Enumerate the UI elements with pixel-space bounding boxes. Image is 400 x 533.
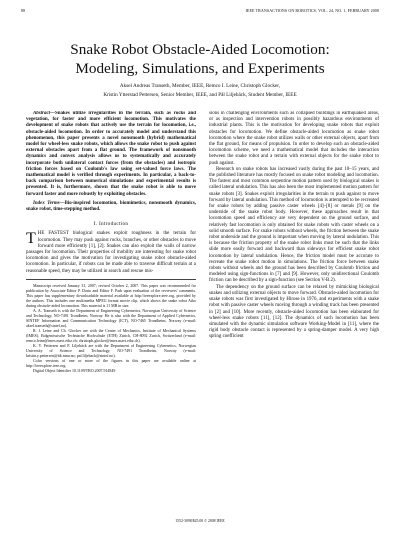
right-column bbox=[209, 111, 379, 513]
footnote-doi: Digital Object Identifier 10.1109/TRO.2007.914849 bbox=[33, 367, 116, 373]
intro-paragraph bbox=[26, 231, 196, 274]
body-paragraph: Research on snake robots has increased vastly during the past 10–15 years, and the published literature has mostly focused on snake robot modeling and locomotion. The fastest and most common serpentine motion pattern used by biological snakes is called lateral undulation. This has also been the most implemented motion pattern for snake robots [3]. Snakes exploit irregularities in the terrain to push against to move forward by lateral undulation. This method of locomotion is attempted to be recreated for snake robots by adding passive caster wheels [4]–[8] or metals [9] on the underside of the snake robot body. However, these approaches result in that locomotion speed and efficiency are very dependent on the ground surface, and relatively fast locomotion is only obtained for snake robots with caster wheels on a solid smooth surface. For snake robots without wheels, the friction between the snake robot underside and the ground is important when moving by lateral undulation. This is because the friction property of the snake robot links must be such that the links slide more easily forward and backward than sideways for efficient snake robot locomotion by lateral undulation. Hence, the friction model must be accurate to recreate the snake robot motion in simulations. The friction force between snake robots without wheels and the ground has been described by Coulomb friction and modeled using sign-functions in [7] and [9]. However, only unidirectional Coulomb friction can be described by a sign-function (see Section V-B.2). bbox=[209, 166, 379, 284]
author-list bbox=[30, 82, 370, 100]
index-terms bbox=[26, 201, 196, 213]
abstract bbox=[26, 111, 196, 198]
section-heading-introduction: I. Introduction bbox=[93, 221, 129, 228]
drop-cap: T bbox=[26, 230, 36, 248]
index-terms-label: Index Terms bbox=[33, 200, 60, 206]
title-line-2: Modeling, Simulations, and Experiments bbox=[75, 60, 325, 77]
footnote-manuscript: Manuscript received January 31, 2007; revised October 2, 2007. This paper was recommended for publication by Associate Editor P. Dario and Editor F. Park upon evaluation of the reviewers' comments. This paper has supplementary downloadable material available at http://ieeexplore.ieee.org, provided by the authors. This includes one multimedia MPEG format movie clip, which shows the snake robot Aiko during obstacle-aided locomotion. This material is 11 MB in size. bbox=[26, 282, 196, 308]
footnote-author-pettersen-liljeback: K. Y. Pettersen and P. Liljebäck are with the Department of Engineering Cybernetics, Norwegian University of Science and Technology, NO-7491 Trondheim, Norway (e-mail: kristin.y.pettersen@itk.ntnu.no; pal.liljeback@sintef.no). bbox=[26, 342, 196, 358]
footnote-author-leine-glocker: R. I. Leine and Ch. Glocker are with the Center of Mechanics, Institute of Mechanical Systems (IMES), Eidgenössische Technische Hochschule (ETH) Zürich, CH-8092 Zurich, Switzerland (e-mail: remco.leine@imes.mavt.ethz.ch; christoph.glocker@imes.mavt.ethz.ch). bbox=[26, 327, 196, 343]
title-line-1: Snake Robot Obstacle-Aided Locomotion: bbox=[70, 41, 330, 58]
body-paragraph: sions in challenging environments such as collapsed buildings in earthquaked areas, or as inspection and intervention robots in possibly hazardous environments of industrial plants. This is the motivation for developing snake robots that exploit obstacles for locomotion. We define obstacle-aided locomotion as snake robot locomotion where the snake robot utilizes walls or other external objects, apart from the flat ground, for means of propulsion. In order to develop such an obstacle-aided locomotion scheme, we need a mathematical model that includes the interaction between the snake robot and a terrain with external objects for the snake robot to push against. bbox=[209, 111, 379, 166]
page-number: 88 bbox=[21, 8, 25, 13]
body-paragraph: The dependency on the ground surface can be relaxed by mimicking biological snakes and utilizing external objects to move forward. Obstacle-aided locomotion for snake robots was first investigated by Hirose in 1976, and experiments with a snake robot with passive caster wheels moving through a winding track has been presented in [2] and [10]. More recently, obstacle-aided locomotion has been elaborated for wheel-less snake robots [11], [12]. The dynamics of such locomotion has been simulated with the dynamic simulation software Working-Model in [11], where the rigid body obstacle contact is represented by a spring-damper model. A very high spring coefficient bbox=[209, 284, 379, 340]
abstract-text: —Snakes utilize irregularities in the terrain, such as rocks and vegetation, for faster and more efficient locomotion. This motivates the development of snake robots that actively use the terrain for locomotion, i.e., obstacle-aided locomotion. In order to accurately model and understand this phenomenon, this paper presents a novel nonsmooth (hybrid) mathematical model for wheel-less snake robots, which allows the snake robot to push against external obstacles apart from a flat ground. The framework of nonsmooth dynamics and convex analysis allows us to systematically and accurately incorporate both unilateral contact forces (from the obstacles) and isotropic friction forces based on Coulomb's law using set-valued force laws. The mathematical model is verified through experiments. In particular, a back-to-back comparison between numerical simulations and experimental results is presented. It is, furthermore, shown that the snake robot is able to move forward faster and more robustly by exploiting obstacles. bbox=[26, 111, 196, 197]
left-column bbox=[26, 111, 196, 513]
footnote-color-versions: Color versions of one or more of the figures in this paper are available online at http://ieeexplore.ieee.org. bbox=[26, 357, 196, 368]
running-header bbox=[21, 7, 379, 15]
intro-first-word: HE FASTEST bbox=[37, 231, 69, 237]
journal-citation: IEEE TRANSACTIONS ON ROBOTICS, VOL. 24, NO. 1, FEBRUARY 2008 bbox=[245, 8, 379, 13]
paper-title bbox=[0, 40, 400, 78]
authors-line-1: Aksel Andreas Transeth, Member, IEEE, Remco I. Leine, Christoph Glocker, bbox=[119, 83, 281, 89]
footnote-author-transeth: A. A. Transeth is with the Department of Engineering Cybernetics, Norwegian University of Science and Technology, NO-7491 Trondheim, Norway. He is also with the Department of Applied Cybernetics, SINTEF Information and Communication Technology (ICT), NO-7465 Trondheim, Norway (e-mail: aksel.transeth@sintef.no). bbox=[26, 307, 196, 328]
authors-line-2: Kristin Ytterstad Pettersen, Senior Member, IEEE, and Pål Liljebäck, Student Member, IEEE bbox=[103, 92, 297, 98]
copyright-footer: 1552-3098/$25.00 © 2008 IEEE bbox=[175, 519, 225, 523]
footnote-divider bbox=[26, 279, 196, 280]
intro-text: biological snakes exploit roughness in the terrain for locomotion. They may push against rocks, branches, or other obstacles to move forward more efficiently [1], [2]. Snakes can also exploit the walls of narrow passages for locomotion. Their properties of mobility are interesting for snake robot locomotion and gives the motivation for investigating snake robot obstacle-aided locomotion. In particular, if robots can be made able to traverse difficult terrain at a reasonable speed, they may be utilized in search and rescue mis- bbox=[26, 231, 196, 274]
index-terms-text: —Bio-inspired locomotion, biomimetics, nonsmooth dynamics, snake robot, time-stepping method. bbox=[26, 200, 196, 213]
abstract-label: Abstract bbox=[33, 111, 51, 116]
